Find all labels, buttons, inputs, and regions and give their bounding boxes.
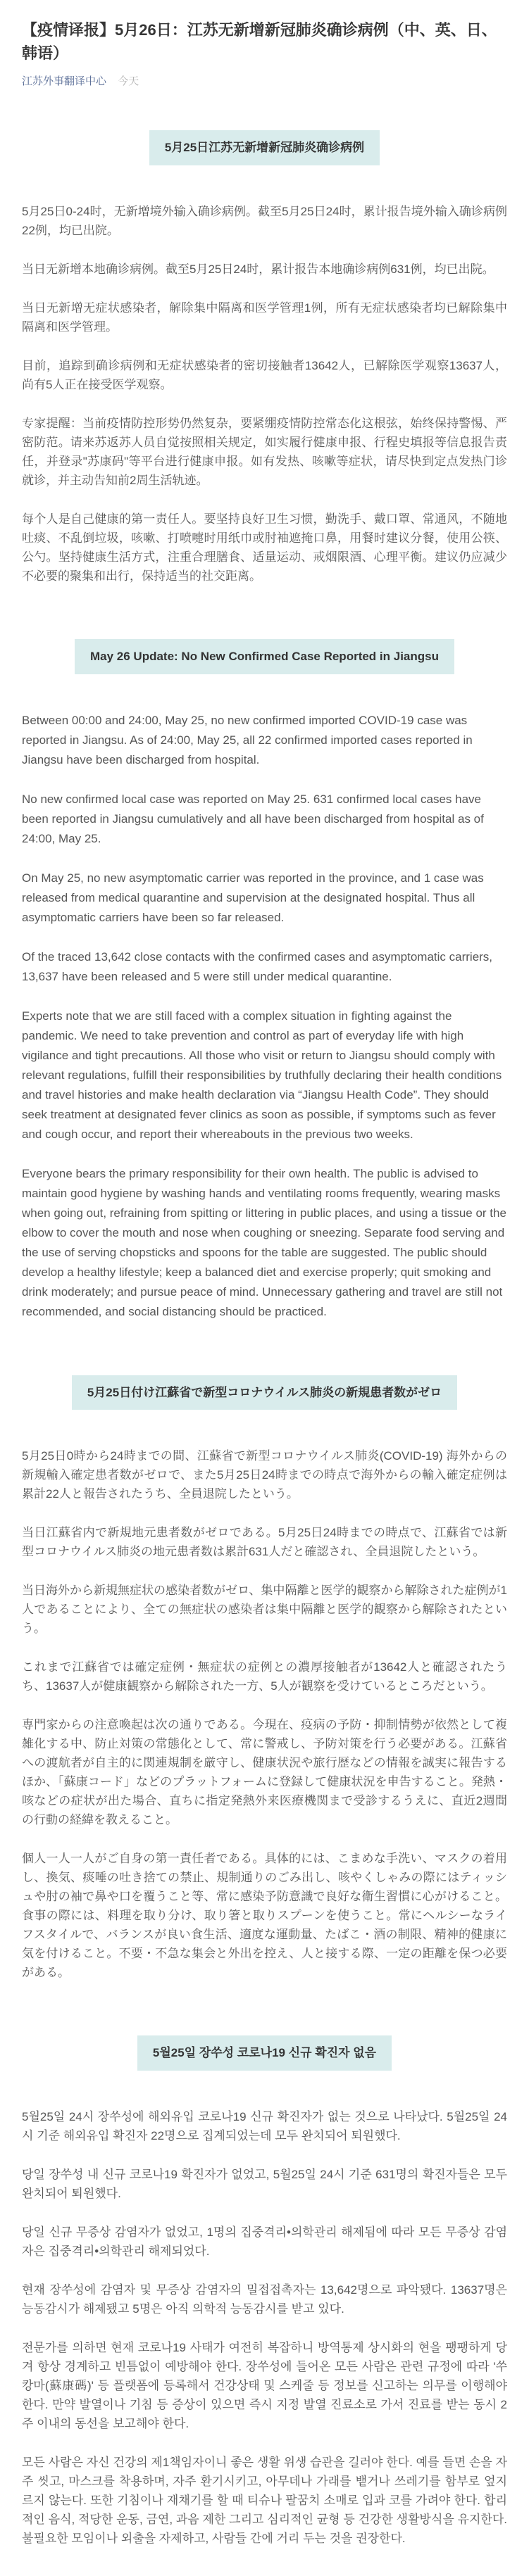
language-section-en [22,632,507,1322]
paragraph: Between 00:00 and 24:00, May 25, no new confirmed imported COVID-19 case was reported in Jiangsu. As of 24:00, May 25, all 22 confirmed imported cases reported in Jiangsu have been discharged from hospital. [22,713,473,766]
article-body [22,123,507,2548]
section-paragraphs [22,1446,507,1982]
publish-date: 今天 [118,75,139,87]
paragraph: 目前，追踪到确诊病例和无症状感染者的密切接触者13642人，已解除医学观察13637人，尚有5人正在接受医学观察。 [22,358,507,391]
section-header-text: 5월25일 장쑤성 코로나19 신규 확진자 없음 [152,2046,377,2060]
language-section-ko [22,2028,507,2548]
paragraph: 전문가를 의하면 현재 코로나19 사태가 여전히 복잡하니 방역통제 상시화의 현을 팽팽하게 당겨 항상 경계하고 빈틈없이 예방해야 한다. 장쑤성에 들어온 모든 사람은 관련 규정에 따라 '쑤캉마(蘇康碼)' 등 플랫폼에 등록해서 건강상태 및 스케줄 등 정보를 신고하는 의무를 이행해야 한다. 만약 발열이나 기침 등 증상이 있으면 즉시 지정 발열 진료소로 가서 진료를 받는 동시 2주 이내의 동선을 보고해야 한다. [22,2341,507,2431]
article-meta [22,73,507,88]
paragraph: On May 25, no new asymptomatic carrier was reported in the province, and 1 case was released from medical quarantine and supervision at the designated hospital. Thus all asymptomatic carriers have been so far released. [22,871,484,924]
paragraph: 当日无新增本地确诊病例。截至5月25日24时，累计报告本地确诊病例631例，均已出院。 [22,262,494,276]
paragraph: これまで江蘇省では確定症例・無症状の症例との濃厚接触者が13642人と確認されたうち、13637人が健康観察から解除された一方、5人が観察を受けているところだという。 [22,1660,507,1693]
paragraph: Of the traced 13,642 close contacts with the confirmed cases and asymptomatic carriers, 13,637 have been released and 5 were still under medical quarantine. [22,949,493,983]
section-header-box [149,130,380,165]
paragraph: 当日江蘇省内で新規地元患者数がゼロである。5月25日24時までの時点で、江蘇省では新型コロナウイルス肺炎の地元患者数は累計631人だと確認され、全員退院したという。 [22,1526,507,1559]
paragraph: 当日海外から新規無症状の感染者数がゼロ、集中隔離と医学的観察から解除された症例が1人であることにより、全ての無症状の感染者は集中隔離と医学的観察から解除されたという。 [22,1584,507,1636]
section-paragraphs [22,202,507,586]
paragraph: 5월25일 24시 장쑤성에 해외유입 코로나19 신규 확진자가 없는 것으로 나타났다. 5월25일 24시 기준 해외유입 확진자 22명으로 집계되었는데 모두 완치되어 퇴원했다. [22,2110,507,2143]
paragraph: 당일 장쑤성 내 신규 코로나19 확진자가 없었고, 5월25일 24시 기준 631명의 확진자들은 모두 완치되어 퇴원했다. [22,2168,507,2201]
paragraph: 当日无新增无症状感染者，解除集中隔离和医学管理1例，所有无症状感染者均已解除集中隔离和医学管理。 [22,301,507,334]
paragraph: 個人一人一人がご自身の第一責任者である。具体的には、こまめな手洗い、マスクの着用し、換気、痰唾の吐き捨ての禁止、規制通りのごみ出し、咳やくしゃみの際にはティッシュや肘の袖で鼻や口を覆うこと等、常に感染予防意識で良好な衛生習慣に心がけること。食事の際には、料理を取り分け、取り箸と取りスプーンを使うこと。常にヘルシーなライフスタイルで、バランスが良い食生活、適度な運動量、たばこ・酒の制限、精神的健康に気を付けること。不要・不急な集会と外出を控え、人と接する際、一定の距離を保つ必要がある。 [22,1852,507,1980]
section-header-wrap [22,2028,507,2071]
paragraph: 현재 장쑤성에 감염자 및 무증상 감염자의 밀접접촉자는 13,642명으로 파악됐다. 13637명은 능동감시가 해제됐고 5명은 아직 의학적 능동감시를 받고 있다. [22,2283,507,2316]
section-header-wrap [22,123,507,165]
paragraph: 每个人是自己健康的第一责任人。要坚持良好卫生习惯，勤洗手、戴口罩、常通风，不随地吐痰、不乱倒垃圾，咳嗽、打喷嚏时用纸巾或肘袖遮掩口鼻，用餐时建议分餐，使用公筷、公勺。坚持健康生活方式，注重合理膳食、适量运动、戒烟限酒、心理平衡。建议仍应减少不必要的聚集和出行，保持适当的社交距离。 [22,512,507,583]
paragraph: 专家提醒：当前疫情防控形势仍然复杂，要紧绷疫情防控常态化这根弦，始终保持警惕、严密防范。请来苏返苏人员自觉按照相关规定，如实履行健康申报、行程史填报等信息报告责任，并登录"苏康码"等平台进行健康申报。如有发热、咳嗽等症状，请尽快到定点发热门诊就诊，并主动告知前2周生活轨迹。 [22,416,507,487]
language-section-zh [22,123,507,586]
section-header-wrap [22,1368,507,1410]
section-paragraphs [22,711,507,1322]
paragraph: Experts note that we are still faced with a complex situation in fighting against the pandemic. We need to take prevention and control as part of everyday life with high vigilance and tight precautions. All those who visit or return to Jiangsu should comply with relevant regulations, fulfill their responsibilities by truthfully declaring their health conditions and travel histories and make health declaration via “Jiangsu Health Code”. They should seek treatment at designated fever clinics as soon as possible, if symptoms such as fever and cough occur, and report their whereabouts in the previous two weeks. [22,1009,502,1141]
paragraph: 5月25日0-24时，无新增境外输入确诊病例。截至5月25日24时，累计报告境外输入确诊病例22例，均已出院。 [22,204,507,237]
section-header-text: 5月25日付け江蘇省で新型コロナウイルス肺炎の新規患者数がゼロ [87,1385,442,1399]
section-header-text: May 26 Update: No New Confirmed Case Reported in Jiangsu [90,649,439,663]
language-section-ja [22,1368,507,1983]
paragraph: 5月25日0時から24時までの間、江蘇省で新型コロナウイルス肺炎(COVID-19) 海外からの新規輸入確定患者数がゼロで、また5月25日24時までの時点で海外からの輸入確定症例は累計22人と報告されたうち、全員退院したという。 [22,1449,507,1501]
author-link[interactable]: 江苏外事翻译中心 [22,75,107,87]
article-title: 【疫情译报】5月26日：江苏无新增新冠肺炎确诊病例（中、英、日、韩语） [22,21,497,62]
paragraph: Everyone bears the primary responsibility for their own health. The public is advised to maintain good hygiene by washing hands and ventilating rooms frequently, wearing masks when going out, refraining from spitting or littering in public places, and using a tissue or the elbow to cover the mouth and nose when coughing or sneezing. Separate food serving and the use of serving chopsticks and spoons for the table are suggested. The public should develop a healthy lifestyle; keep a balanced diet and exercise properly; quit smoking and drink moderately; and pursue peace of mind. Unnecessary gathering and travel are still not recommended, and social distancing should be practiced. [22,1166,506,1318]
section-header-box [137,2035,392,2071]
paragraph: No new confirmed local case was reported on May 25. 631 confirmed local cases have been reported in Jiangsu cumulatively and all have been discharged from hospital as of 24:00, May 25. [22,792,484,845]
paragraph: 専門家からの注意喚起は次の通りである。今現在、疫病の予防・抑制情勢が依然として複雑化する中、防止対策の常態化として、常に警戒し、予防対策を行う必要がある。江蘇省への渡航者が自主的に関連規制を厳守し、健康状況や旅行歴などの情報を誠実に報告するほか、「蘇康コード」などのプラットフォームに登録して健康状況を申告すること。発熱・咳などの症状が出た場合、直ちに指定発熱外来医療機関まで受診するうえに、直近2週間の行動の経緯を教えること。 [22,1718,507,1827]
section-header-wrap [22,632,507,674]
paragraph: 모든 사람은 자신 건강의 제1책임자이니 좋은 생활 위생 습관을 길러야 한다. 예를 들면 손을 자주 씻고, 마스크를 착용하며, 자주 환기시키고, 아무데나 가래를 뱉거나 쓰레기를 함부로 엎지르지 않는다. 또한 기침이나 재채기를 할 때 티슈나 팔꿈치 소매로 입과 코를 가려야 한다. 합리적인 음식, 적당한 운동, 금연, 과음 제한 그리고 심리적인 균형 등 건강한 생활방식을 유지한다. 불필요한 모임이나 외출을 자제하고, 사람들 간에 거리 두는 것을 권장한다. [22,2456,507,2546]
section-header-box [72,1375,457,1410]
section-header-text: 5月25日江苏无新增新冠肺炎确诊病例 [164,141,365,154]
section-paragraphs [22,2107,507,2548]
section-header-box [75,639,454,674]
paragraph: 당일 신규 무증상 감염자가 없었고, 1명의 집중격리•의학관리 해제됨에 따라 모든 무증상 감염자은 집중격리•의학관리 해제되었다. [22,2225,507,2259]
